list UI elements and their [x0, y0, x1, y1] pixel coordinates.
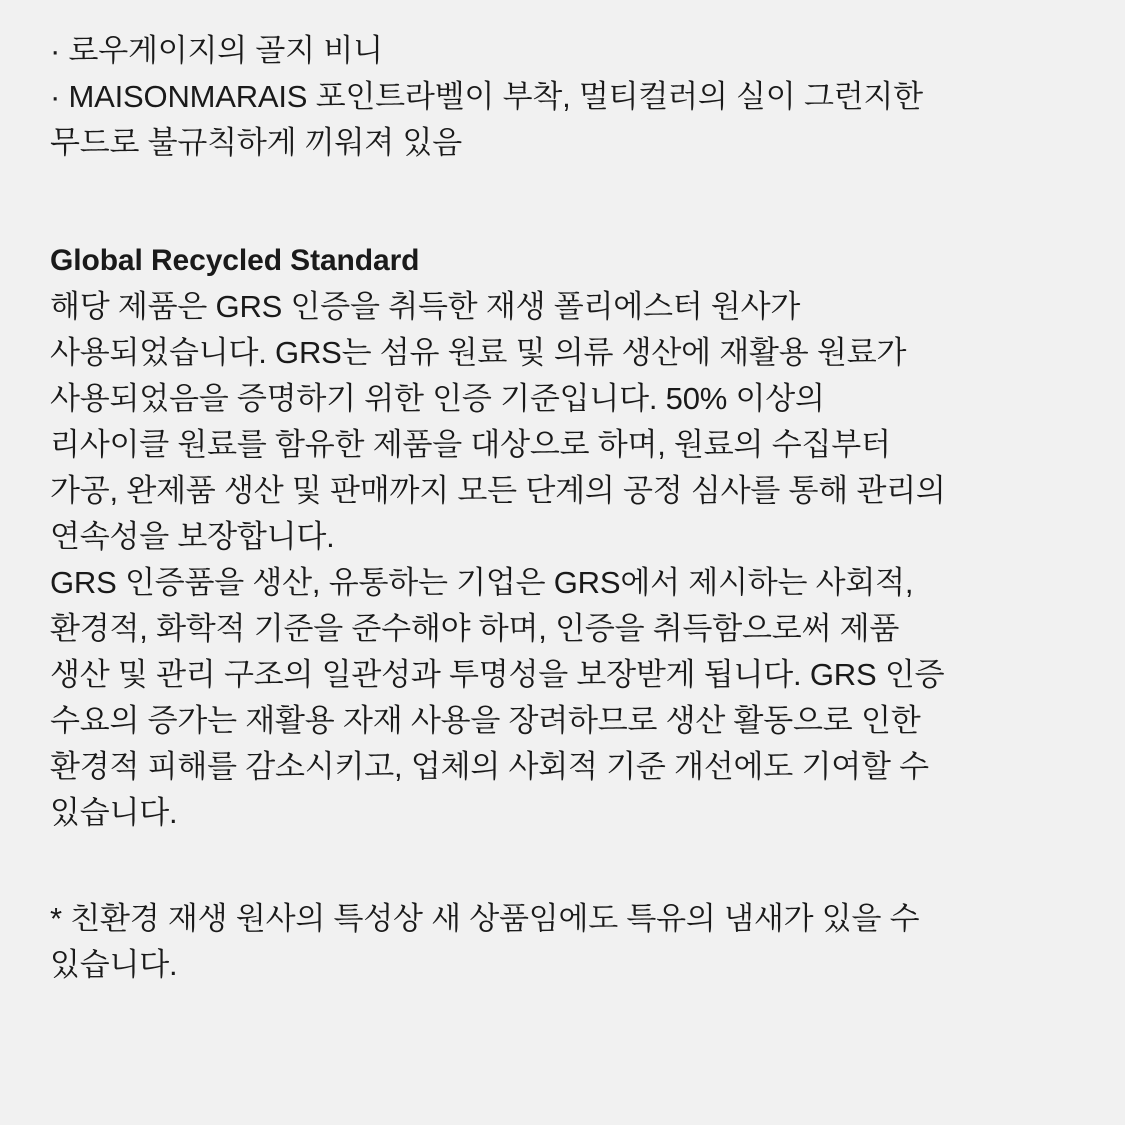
feature-bullet-list [50, 28, 1075, 166]
grs-section [50, 238, 1075, 836]
note-line: 있습니다. [50, 947, 178, 982]
list-item: · MAISONMARAIS 포인트라벨이 부착, 멀티컬러의 실이 그런지한 [50, 79, 923, 114]
list-item-continuation: 무드로 불규칙하게 끼워져 있음 [50, 125, 462, 160]
paragraph-line: 리사이클 원료를 함유한 제품을 대상으로 하며, 원료의 수집부터 [50, 427, 891, 462]
note-spacer [50, 836, 1075, 896]
paragraph-line: 연속성을 보장합니다. [50, 519, 335, 554]
section-heading: Global Recycled Standard [50, 244, 420, 277]
paragraph-line: 환경적, 화학적 기준을 준수해야 하며, 인증을 취득함으로써 제품 [50, 611, 900, 646]
paragraph-line: 수요의 증가는 재활용 자재 사용을 장려하므로 생산 활동으로 인한 [50, 703, 921, 738]
paragraph-line: 가공, 완제품 생산 및 판매까지 모든 단계의 공정 심사를 통해 관리의 [50, 473, 946, 508]
list-item: · 로우게이지의 골지 비니 [50, 33, 383, 68]
paragraph-line: 사용되었습니다. GRS는 섬유 원료 및 의류 생산에 재활용 원료가 [50, 335, 907, 370]
note-block [50, 896, 1075, 988]
paragraph-line: GRS 인증품을 생산, 유통하는 기업은 GRS에서 제시하는 사회적, [50, 565, 914, 600]
note-line: * 친환경 재생 원사의 특성상 새 상품임에도 특유의 냄새가 있을 수 [50, 901, 920, 936]
section-spacer [50, 166, 1075, 238]
paragraph-line: 사용되었음을 증명하기 위한 인증 기준입니다. 50% 이상의 [50, 381, 825, 416]
paragraph-line: 해당 제품은 GRS 인증을 취득한 재생 폴리에스터 원사가 [50, 289, 801, 324]
paragraph-line: 있습니다. [50, 795, 178, 830]
paragraph-line: 생산 및 관리 구조의 일관성과 투명성을 보장받게 됩니다. GRS 인증 [50, 657, 945, 692]
paragraph-line: 환경적 피해를 감소시키고, 업체의 사회적 기준 개선에도 기여할 수 [50, 749, 929, 784]
